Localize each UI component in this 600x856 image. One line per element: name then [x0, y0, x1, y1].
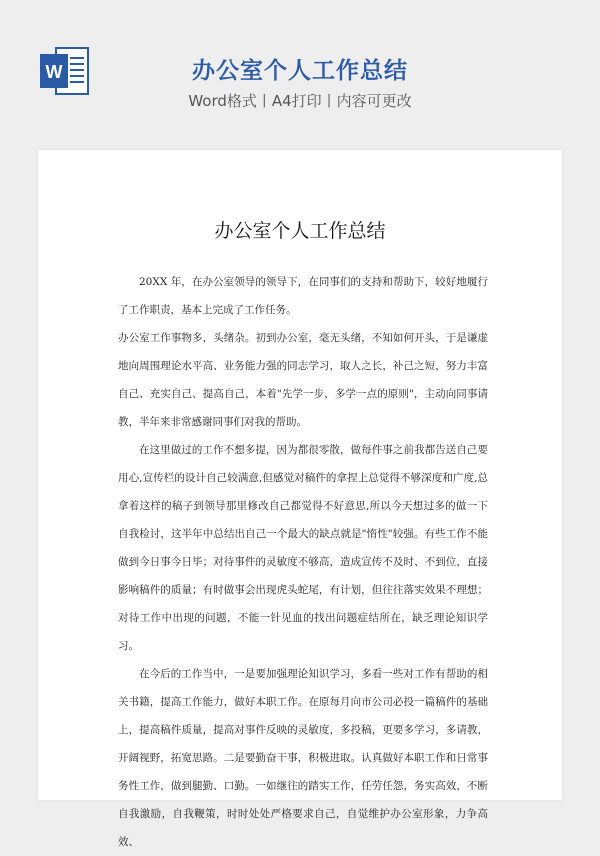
- paragraph-1: 20XX 年，在办公室领导的领导下，在同事们的支持和帮助下，较好地履行了工作职责，基本上完成了工作任务。: [118, 276, 488, 316]
- paragraph-4: 在今后的工作当中，一是要加强理论知识学习，多看一些对工作有帮助的相关书籍，提高工作能力，做好本职工作。在原每月向市公司必投一篇稿件的基础上，提高稿件质量，提高对事件反映的灵敏度，多投稿，更要多学习，多请教，开阔视野，拓宽思路。二是要勤奋干事，积极进取。认真做好本职工作和日常事务性工作，做到腿勤、口勤。一如继往的踏实工作，任劳任怨，务实高效，不断自我激励，自我鞭策，时时处处严格要求自己，自觉维护办公室形象，力争高效、: [118, 668, 488, 848]
- word-logo-letter: W: [45, 62, 63, 82]
- document-body: [118, 268, 488, 856]
- document-page: [38, 150, 562, 848]
- paragraph-2: 办公室工作事物多，头绪杂。初到办公室，毫无头绪，不知如何开头，于是谦虚地向周围理论水平高、业务能力强的同志学习，取人之长，补己之短，努力丰富自己、充实自己、提高自己，本着"先学一步，多学一点的原则"，主动向同事请教，半年来非常感谢同事们对我的帮助。: [118, 332, 488, 428]
- banner-subtitle: Word格式丨A4打印丨内容可更改: [188, 92, 412, 110]
- word-logo-icon: [38, 46, 90, 96]
- paragraph-3: 在这里做过的工作不想多提，因为都很零散，做每件事之前我都告送自己要用心,宣传栏的设计自己较满意,但感觉对稿件的拿捏上总觉得不够深度和广度,总拿着这样的稿子到领导那里修改自己都觉得不好意思,所以今天想过多的做一下自我检讨，这半年中总结出自己一个最大的缺点就是"惰性"较强。有些工作不能做到今日事今日毕；对待事件的灵敏度不够高，造成宣传不及时、不到位，直接影响稿件的质量；有时做事会出现虎头蛇尾，有计划，但往往落实效果不理想；对待工作中出现的问题，不能一针见血的找出问题症结所在，缺乏理论知识学习。: [118, 444, 488, 652]
- banner-title: 办公室个人工作总结: [192, 58, 408, 84]
- page-banner: [0, 0, 600, 150]
- document-title: 办公室个人工作总结: [214, 220, 386, 242]
